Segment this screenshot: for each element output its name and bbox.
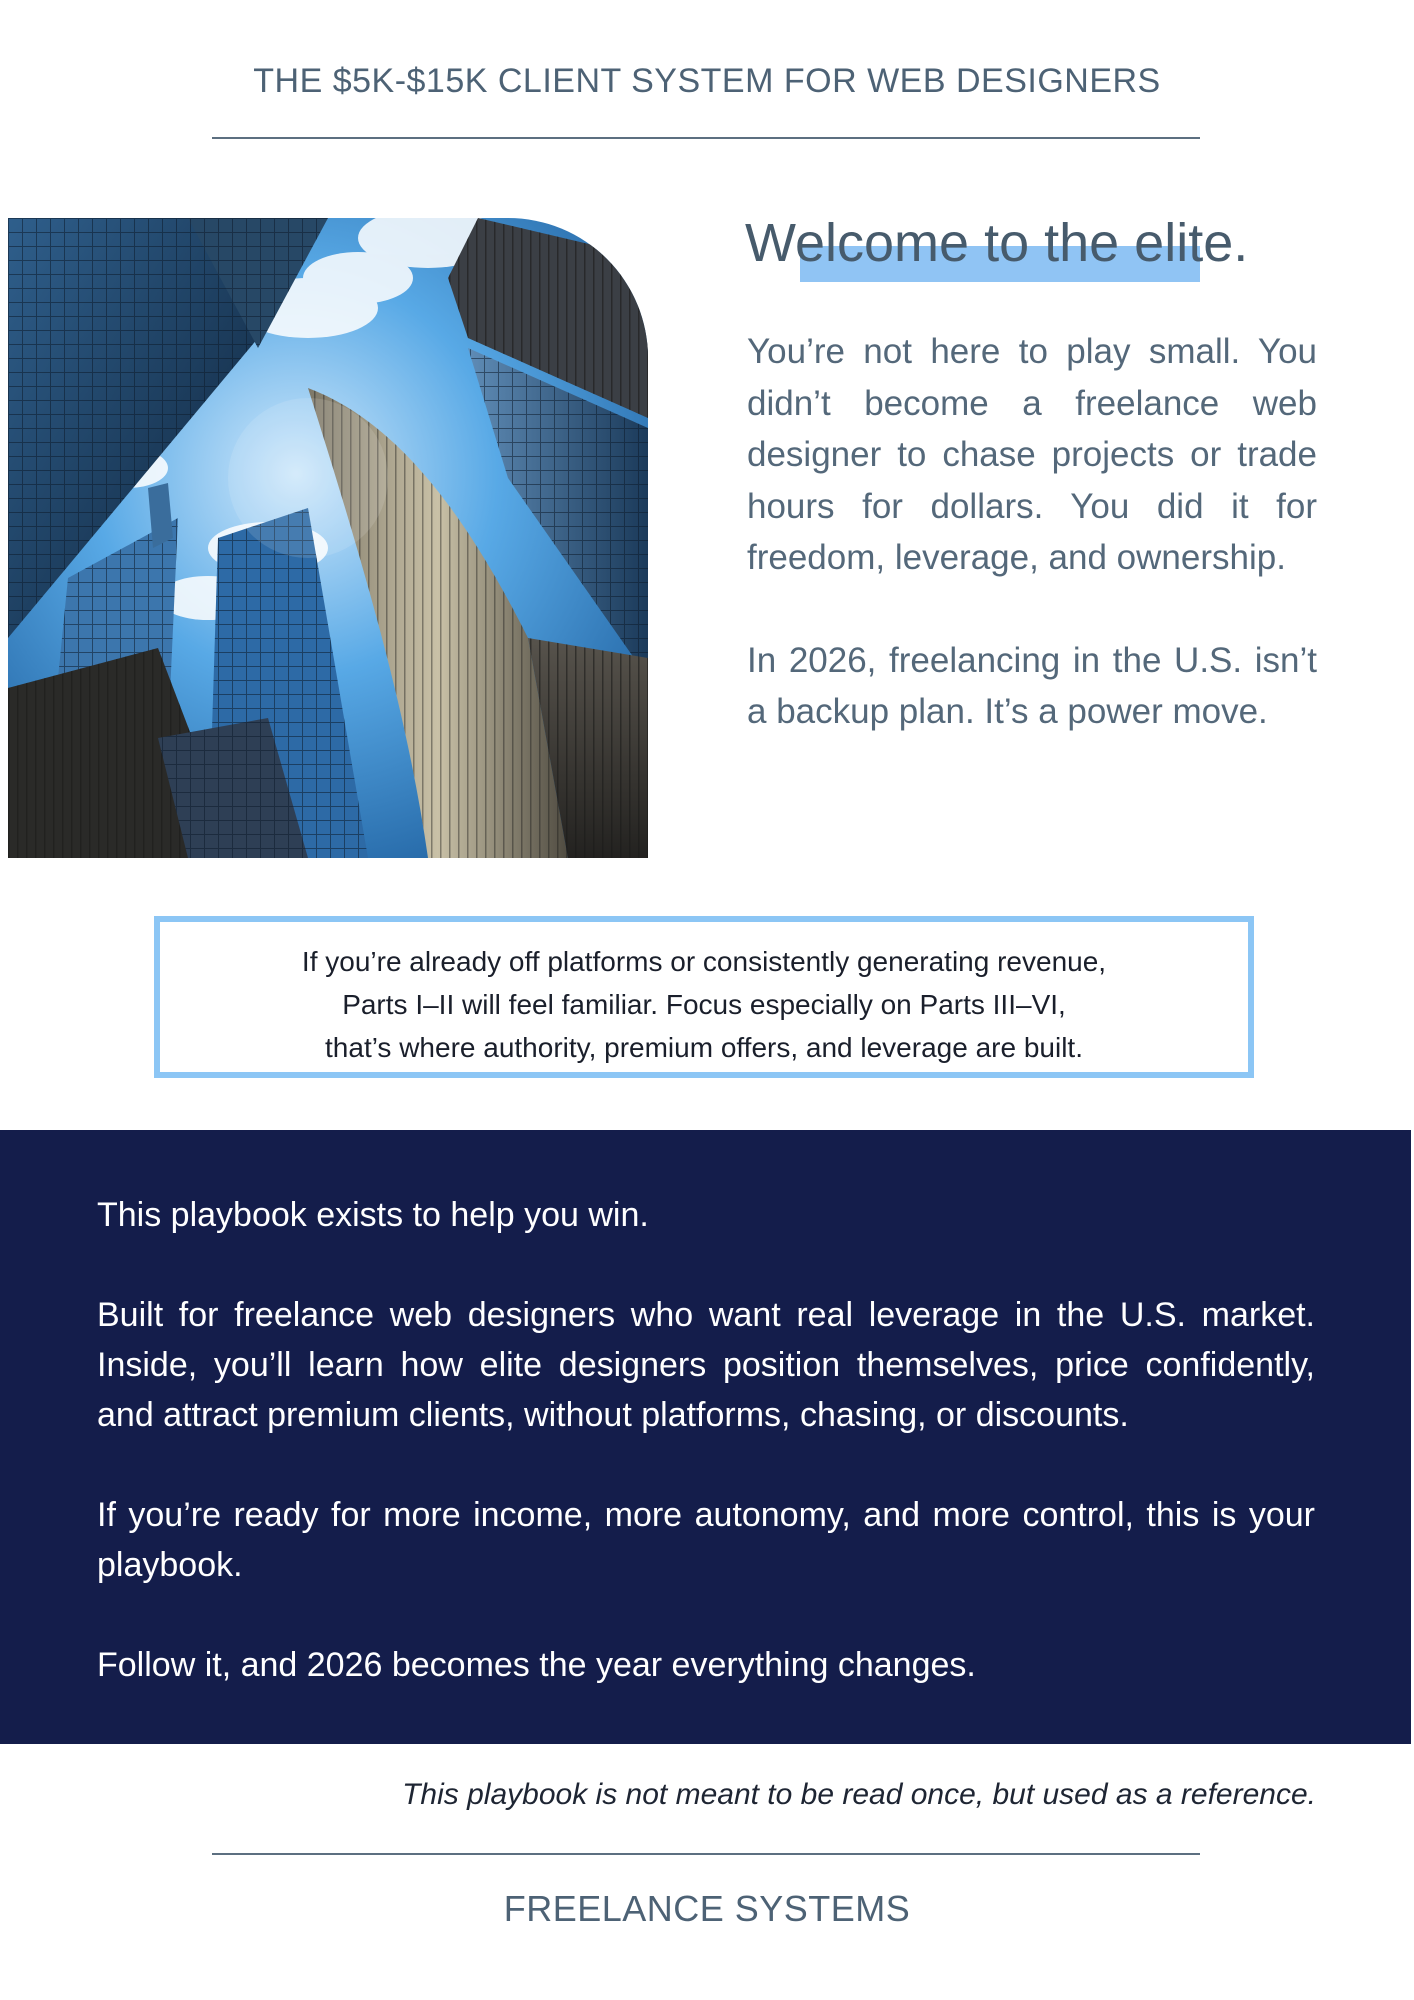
footer-divider bbox=[212, 1853, 1200, 1855]
callout-box bbox=[154, 916, 1254, 1078]
playbook-paragraph: Follow it, and 2026 becomes the year everything changes. bbox=[97, 1646, 976, 1684]
playbook-paragraph: This playbook exists to help you win. bbox=[97, 1196, 649, 1234]
playbook-paragraph: If you’re ready for more income, more autonomy, and more control, this is your playbook. bbox=[97, 1496, 1315, 1584]
reference-note: This playbook is not meant to be read once, but used as a reference. bbox=[402, 1778, 1316, 1811]
callout-line: that’s where authority, premium offers, and leverage are built. bbox=[325, 1032, 1083, 1063]
header-divider bbox=[212, 137, 1200, 139]
skyscrapers-photo bbox=[8, 218, 648, 858]
welcome-heading: Welcome to the elite. bbox=[745, 213, 1249, 273]
playbook-paragraph: Built for freelance web designers who want real leverage in the U.S. market. Inside, you’ll learn how elite designers position themselves, price confidently, and attract premium clients, without platforms, chasing, or discounts. bbox=[97, 1296, 1315, 1434]
intro-paragraph: In 2026, freelancing in the U.S. isn’t a backup plan. It’s a power move. bbox=[747, 640, 1317, 731]
intro-paragraph: You’re not here to play small. You didn’t become a freelance web designer to chase projects or trade hours for dollars. You did it for freedom, leverage, and ownership. bbox=[747, 332, 1317, 577]
callout-line: If you’re already off platforms or consistently generating revenue, bbox=[301, 946, 1107, 977]
playbook-text bbox=[97, 1190, 1315, 1690]
document-header-title: THE $5K-$15K CLIENT SYSTEM FOR WEB DESIGNERS bbox=[253, 62, 1161, 100]
footer-title: FREELANCE SYSTEMS bbox=[503, 1888, 911, 1929]
intro-text bbox=[747, 326, 1317, 738]
callout-line: Parts I–II will feel familiar. Focus especially on Parts III–VI, bbox=[342, 989, 1066, 1020]
